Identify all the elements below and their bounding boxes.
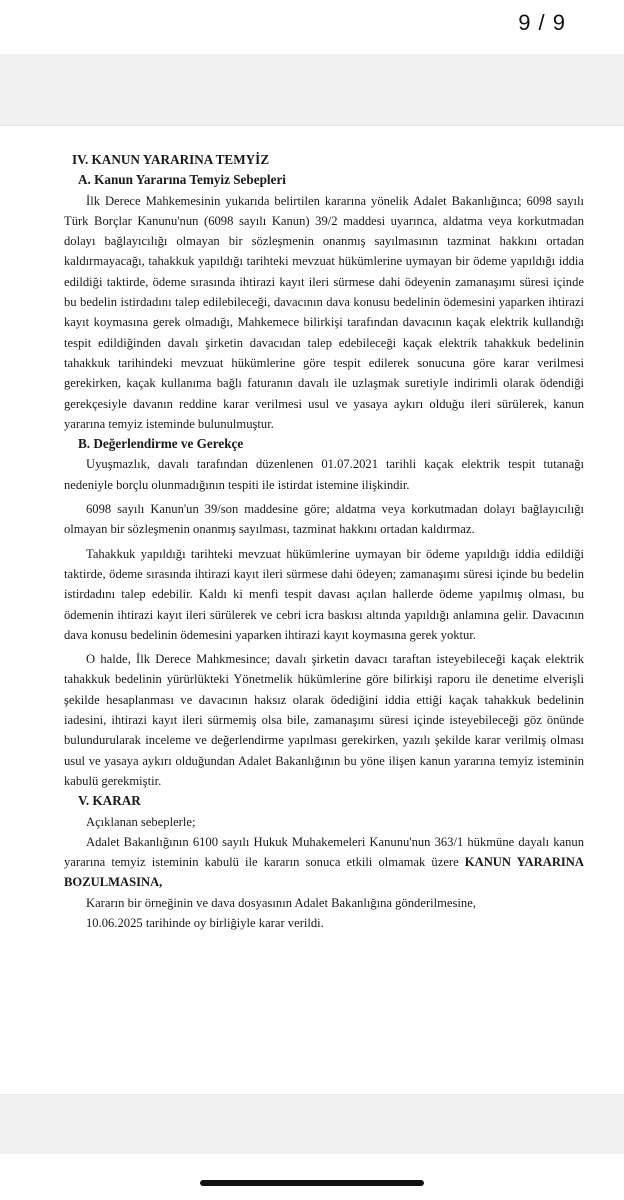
home-indicator[interactable] [200, 1180, 424, 1186]
paragraph: Tahakkuk yapıldığı tarihteki mevzuat hükümlerine uymayan bir ödeme yapıldığı iddia edildiği taktirde, ödeme sırasında ihtirazi kayıt ileri sürmese dahi ödeyen; zamanaşımı süresi içinde bu bedelin istirdadını talep edebilir. Kaldı ki menfi tespit davası açılan hallerde ödeme yapılmış olması, bu ödemenin ihtirazi kayıt ileri sürülerek ve cebri icra baskısı altında yapıldığı anlamına gelir. Davacının dava konusu bedelinin ödemesini yaparken ihtirazi kayıt koymasına gerek yoktur. [64, 546, 584, 642]
paragraph: O halde, İlk Derece Mahkmesince; davalı şirketin davacı taraftan isteyebileceği kaçak elektrik tahakkuk bedelinin yürürlükteki Yönetmelik hükümlerine göre bilirkişi raporu ile denetime elverişli şekilde hesaplanması ve davacının haksız olarak ödediğini iddia ettiği kaçak tahakkuk bedelinin iadesini, ihtirazi kayıt ileri sürmemiş olsa bile, zamanaşımı süresi içinde isteyebileceği göz önünde bulundurularak inceleme ve değerlendirme yapılması gerekirken, yazılı şekilde karar verilmiş olması usul ve yasaya aykırı olduğundan Adalet Bakanlığının bu yöne ilişen kanun yararına temyiz isteminin kabulü gerekmiştir. [64, 652, 584, 788]
paragraph: Uyuşmazlık, davalı tarafından düzenlenen 01.07.2021 tarihli kaçak elektrik tespit tutanağı nedeniyle borçlu olunmadığının tespiti ile istirdat istemine ilişkindir. [64, 457, 584, 492]
section-heading: IV. KANUN YARARINA TEMYİZ [72, 152, 270, 167]
paragraph: 10.06.2025 tarihinde oy birliğiyle karar verildi. [86, 915, 324, 930]
page-indicator: 9 / 9 [518, 10, 566, 35]
viewer-bottom-bar [0, 1154, 624, 1200]
subsection-heading: B. Değerlendirme ve Gerekçe [78, 436, 244, 452]
section-heading: V. KARAR [78, 793, 141, 809]
document-text [64, 150, 584, 933]
paragraph: Açıklanan sebeplerle; [86, 814, 196, 829]
paragraph: 6098 sayılı Kanun'un 39/son maddesine göre; aldatma veya korkutmadan dolayı bağlayıcılığı olmayan bir sözleşmenin onanmış sayılması, tazminat hakkını ortadan kaldırmaz. [64, 502, 584, 537]
decision-bold-text: KANUN YARARINA BOZULMASINA, [64, 855, 585, 890]
decision-text: Adalet Bakanlığının 6100 sayılı Hukuk Muhakemeleri Kanunu'nun 363/1 hükmüne dayalı kanun yararına temyiz isteminin kabulü ile kararın sonuca etkili olmamak üzere [64, 834, 584, 870]
viewer-top-bar [0, 0, 624, 54]
paragraph: Kararın bir örneğinin ve dava dosyasının Adalet Bakanlığına gönderilmesine, [86, 895, 476, 910]
paragraph: İlk Derece Mahkemesinin yukarıda belirtilen kararına yönelik Adalet Bakanlığınca; 6098 sayılı Türk Borçlar Kanunu'nun (6098 sayılı Kanun) 39/2 maddesi uyarınca, aldatma veya korkutmadan dolayı bağlayıcılığı olmayan bir sözleşmenin onanmış sayılmasının tazminat hakkını ortadan kaldırmayacağı, tahakkuk yapıldığı tarihteki mevzuat hükümlerine uymayan bir ödeme yapıldığı iddia edildiği taktirde, ödeme sırasında ihtirazi kayıt ileri sürmese dahi ödeyenin zamanaşımı süresi içinde bu bedelin istirdadını talep edilebileceği, davacının dava konusu bedelinin ödemesini yaparken ihtirazi kayıt koymasına gerek olmadığı, Mahkemece bilirkişi tarafından davacının kaçak elektrik kullandığı tespit edildiğinden davalı şirketin davacıdan talep edebileceği kaçak elektrik tahakkuk bedelinin tahakkuk tarihindeki mevzuat hükümlerine göre tespit edilerek sonucuna göre karar verilmesi gerekirken, kaçak kullanıma bağlı faturanın davalı ile uzlaşmak suretiyle indirimli olarak ödendiği gerekçesiyle davanın reddine karar verilmesi usul ve yasaya aykırı olduğu ileri sürülerek, kanun yararına temyiz isteminde bulunulmuştur. [64, 193, 584, 431]
paragraph [64, 832, 584, 893]
subsection-heading: A. Kanun Yararına Temyiz Sebepleri [78, 172, 286, 188]
